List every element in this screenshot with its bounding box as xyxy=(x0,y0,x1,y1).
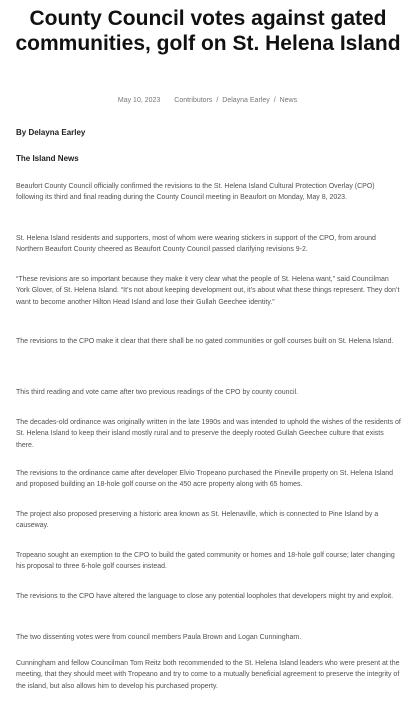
paragraph: Tropeano sought an exemption to the CPO to build the gated community or homes and 18-hole golf course; later changing his proposal to three 6-hole golf courses instead. xyxy=(16,552,395,571)
paragraph: Cunningham and fellow Councilman Tom Reitz both recommended to the St. Helena Island leaders who were present at the meeting, that they should meet with Tropeano and try to come to a mutually beneficial agreement to preserve the integrity of the island, but also allows him to develop his purchased property. xyxy=(16,660,400,690)
paragraph: The decades-old ordinance was originally written in the late 1990s and was intended to uphold the wishes of the residents of St. Helena Island to keep their island mostly rural and to preserve the deeply rooted Gullah Geechee culture that exists there. xyxy=(16,419,401,449)
paragraph: The two dissenting votes were from council members Paula Brown and Logan Cunningham. xyxy=(16,634,302,641)
paragraph: This third reading and vote came after two previous readings of the CPO by county council. xyxy=(16,389,299,396)
paragraph: The revisions to the ordinance came after developer Elvio Tropeano purchased the Pineville property on St. Helena Island and proposed building an 18-hole golf course on the 450 acre property along with 65 homes. xyxy=(16,470,394,489)
publish-date: May 10, 2023 xyxy=(117,97,161,104)
author-link[interactable]: Delayna Earley xyxy=(222,97,270,104)
article-headline: County Council votes against gated communities, golf on St. Helena Island xyxy=(15,7,401,55)
meta-separator: / xyxy=(273,97,276,104)
paragraph: The revisions to the CPO have altered the language to close any potential loopholes that developers might try and exploit. xyxy=(16,593,394,600)
meta-separator: / xyxy=(216,97,219,104)
category-link-news[interactable]: News xyxy=(279,97,298,104)
publication-name: The Island News xyxy=(16,154,79,163)
paragraph: The project also proposed preserving a historic area known as St. Helenaville, which is connected to Pine Island by a causeway. xyxy=(16,511,379,530)
article-meta xyxy=(0,97,415,104)
category-link-contributors[interactable]: Contributors xyxy=(174,97,213,104)
paragraph: St. Helena Island residents and supporters, most of whom were wearing stickers in support of the CPO, from around Northern Beaufort County cheered as Beaufort County Council passed clarifying revisions 9-2. xyxy=(16,235,376,254)
paragraph: The revisions to the CPO make it clear that there shall be no gated communities or golf courses built on St. Helena Island. xyxy=(16,338,394,345)
paragraph: Beaufort County Council officially confirmed the revisions to the St. Helena Island Cultural Protection Overlay (CPO) following its third and final reading during the County Council meeting in Beaufort on Monday, May 8, 2023. xyxy=(16,183,375,202)
byline: By Delayna Earley xyxy=(16,128,86,137)
paragraph: “These revisions are so important because they make it very clear what the people of St. Helena want,” said Councilman York Glover, of St. Helena Island. “It’s not about keeping development out, it’s about what these things represent. They don’t want to become another Hilton Head Island and lose their Gullah Geechee identity.” xyxy=(16,276,400,306)
